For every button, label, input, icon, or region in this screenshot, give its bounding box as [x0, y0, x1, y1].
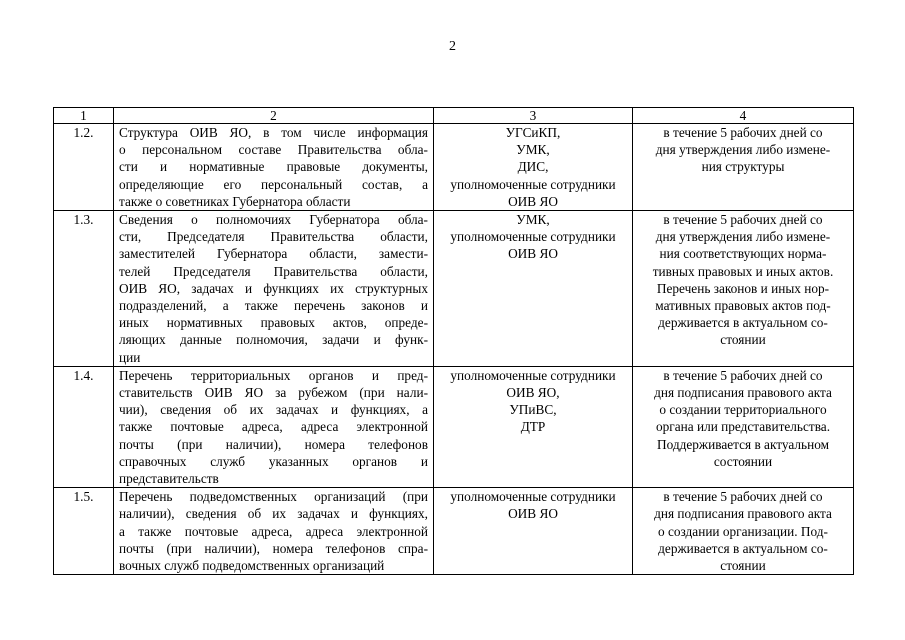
row-responsible-line: УГСиКП, — [505, 125, 561, 140]
row-responsible-line: ДИС, — [517, 159, 549, 175]
table-header-row — [54, 108, 854, 124]
table-body — [54, 108, 854, 575]
row-description-line: сти, Председателя Правительства области, — [119, 229, 428, 245]
row-deadline-line: в течение 5 рабочих дней со — [663, 489, 823, 505]
row-description-line: о персональном составе Правительства обла- — [119, 142, 428, 158]
table-row — [54, 366, 854, 487]
row-responsible-line: УМК, — [516, 142, 550, 158]
row-deadline — [633, 211, 854, 367]
row-description-line: иных нормативных правовых актов, опреде- — [119, 315, 428, 331]
row-deadline-line: дня утверждения либо измене- — [655, 142, 831, 158]
row-description-line: а также почтовые адреса, адреса электронной — [119, 523, 428, 539]
column-header-4: 4 — [633, 108, 854, 124]
row-description-line: ляющих данные полномочия, задачи и функ- — [119, 332, 428, 348]
row-description-line: чии), сведения об их задачах и функциях, а — [119, 402, 428, 418]
row-deadline-line: ния соответствующих норма- — [659, 246, 827, 262]
row-deadline-line: тивных правовых и иных актов. — [652, 263, 834, 279]
column-header-3: 3 — [434, 108, 633, 124]
row-deadline-line: держивается в актуальном со- — [658, 540, 828, 556]
row-responsible — [434, 366, 633, 487]
row-description-line: ОИВ ЯО, задачах и функциях их структурных — [119, 280, 428, 296]
row-number: 1.4. — [54, 366, 114, 487]
row-deadline-line: стоянии — [720, 332, 766, 348]
row-description-line: Структура ОИВ ЯО, в том числе информация — [119, 125, 428, 140]
row-deadline — [633, 124, 854, 211]
column-header-1: 1 — [54, 108, 114, 124]
row-description-line: наличии), сведения об их задачах и функциях, — [119, 506, 428, 522]
row-responsible-line: ДТР — [520, 419, 546, 435]
row-description-line: ставительств ОИВ ЯО за рубежом (при нали- — [119, 385, 428, 401]
table-row — [54, 124, 854, 211]
row-responsible — [434, 211, 633, 367]
row-description-line: телей Председателя Правительства области, — [119, 263, 428, 279]
row-deadline-line: состоянии — [713, 453, 773, 469]
document-table — [53, 107, 854, 575]
row-deadline-line: Перечень законов и иных нор- — [656, 280, 830, 296]
row-description-line: почты (при наличии), номера телефонов спра- — [119, 540, 428, 556]
row-deadline — [633, 488, 854, 575]
row-responsible-line: ОИВ ЯО — [508, 246, 558, 262]
row-description — [114, 488, 434, 575]
row-description — [114, 124, 434, 211]
row-number: 1.5. — [54, 488, 114, 575]
row-description-line: почты (при наличии), номера телефонов — [119, 436, 428, 452]
row-description-line: представительств — [119, 471, 219, 487]
row-description — [114, 211, 434, 367]
row-deadline-line: органа или представительства. — [655, 419, 831, 435]
row-responsible-line: уполномоченные сотрудники — [450, 176, 616, 192]
row-description-line: вочных служб подведомственных организаций — [119, 558, 385, 574]
row-description-line: заместителей Губернатора области, замести- — [119, 246, 428, 262]
row-deadline — [633, 366, 854, 487]
row-description — [114, 366, 434, 487]
row-deadline-line: мативных правовых актов под- — [655, 298, 831, 314]
row-description-line: Сведения о полномочиях Губернатора обла- — [119, 212, 428, 228]
row-responsible-line: уполномоченные сотрудники — [450, 489, 616, 505]
row-description-line: определяющие его персональный состав, а — [119, 176, 428, 192]
row-responsible-line: уполномоченные сотрудники — [450, 367, 616, 383]
row-deadline-line: в течение 5 рабочих дней со — [663, 125, 823, 140]
row-deadline-line: дня утверждения либо измене- — [655, 229, 831, 245]
row-description-line: сти и нормативные правовые документы, — [119, 159, 428, 175]
row-deadline-line: о создании территориального — [659, 402, 827, 418]
table-row — [54, 488, 854, 575]
row-deadline-line: в течение 5 рабочих дней со — [663, 367, 823, 383]
row-responsible-line: уполномоченные сотрудники — [450, 229, 616, 245]
row-responsible-line: УПиВС, — [509, 402, 557, 418]
table-row — [54, 211, 854, 367]
row-deadline-line: в течение 5 рабочих дней со — [663, 212, 823, 228]
row-responsible-line: ОИВ ЯО — [508, 193, 558, 209]
row-description-line: также о советниках Губернатора области — [119, 193, 351, 209]
row-responsible-line: ОИВ ЯО — [508, 506, 558, 522]
row-description-line: также почтовые адреса, адреса электронной — [119, 419, 428, 435]
row-description-line: ции — [119, 349, 141, 365]
row-number: 1.3. — [54, 211, 114, 367]
row-number: 1.2. — [54, 124, 114, 211]
row-description-line: справочных служб указанных органов и — [119, 453, 428, 469]
page-number: 2 — [449, 39, 456, 54]
row-deadline-line: стоянии — [720, 558, 766, 574]
row-responsible-line: ОИВ ЯО, — [506, 385, 560, 401]
row-deadline-line: ния структуры — [701, 159, 785, 175]
row-description-line: Перечень подведомственных организаций (при — [119, 489, 428, 505]
row-responsible — [434, 488, 633, 575]
column-header-2: 2 — [114, 108, 434, 124]
row-deadline-line: дня подписания правового акта — [654, 385, 832, 401]
row-responsible-line: УМК, — [516, 212, 550, 228]
row-description-line: подразделений, а также перечень законов и — [119, 298, 428, 314]
row-deadline-line: Поддерживается в актуальном — [656, 436, 829, 452]
row-responsible — [434, 124, 633, 211]
row-deadline-line: держивается в актуальном со- — [658, 315, 828, 331]
row-deadline-line: о создании организации. Под- — [658, 523, 828, 539]
row-deadline-line: дня подписания правового акта — [654, 506, 832, 522]
row-description-line: Перечень территориальных органов и пред- — [119, 367, 428, 383]
